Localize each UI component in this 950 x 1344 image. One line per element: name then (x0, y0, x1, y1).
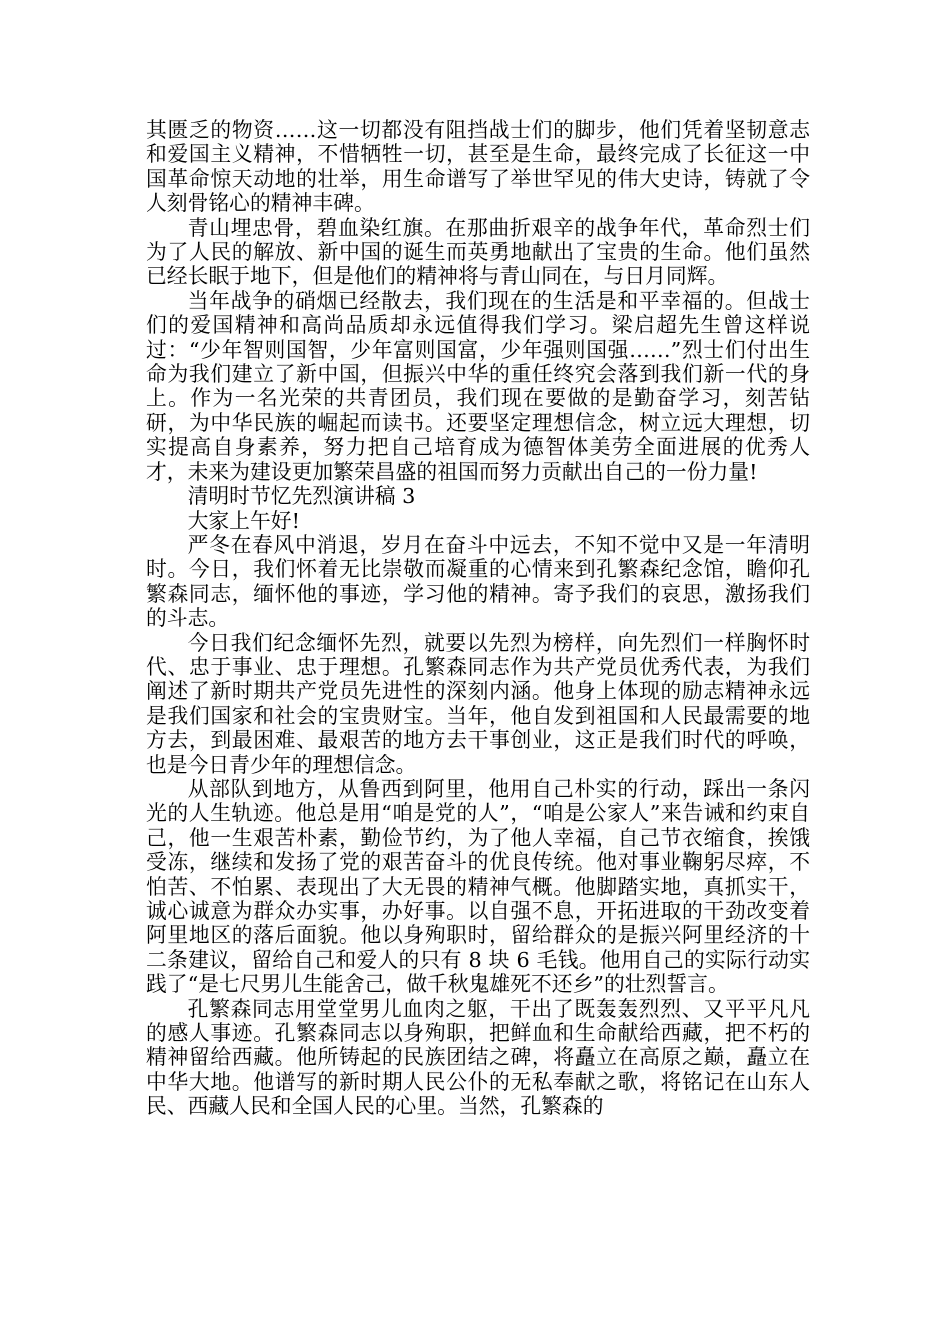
paragraph: 当年战争的硝烟已经散去，我们现在的生活是和平幸福的。但战士们的爱国精神和高尚品质却永远值得我们学习。梁启超先生曾这样说过：“少年智则国智，少年富则国富，少年强则国强……”烈士们付出生命为我们建立了新中国，但振兴中华的重任终究会落到我们新一代的身上。作为一名光荣的共青团员，我们现在要做的是勤奋学习，刻苦钻研，为中华民族的崛起而读书。还要坚定理想信念，树立远大理想，切实提高自身素养，努力把自己培育成为德智体美劳全面进展的优秀人才，未来为建设更加繁荣昌盛的祖国而努力贡献出自己的一份力量! (146, 288, 810, 484)
paragraph: 严冬在春风中消退，岁月在奋斗中远去，不知不觉中又是一年清明时。今日，我们怀着无比崇敬而凝重的心情来到孔繁森纪念馆，瞻仰孔繁森同志，缅怀他的事迹，学习他的精神。寄予我们的哀思，激扬我们的斗志。 (146, 532, 810, 631)
paragraph-continuation: 其匮乏的物资……这一切都没有阻挡战士们的脚步，他们凭着坚韧意志和爱国主义精神，不惜牺牲一切，甚至是生命，最终完成了长征这一中国革命惊天动地的壮举，用生命谱写了举世罕见的伟大史诗，铸就了令人刻骨铭心的精神丰碑。 (146, 118, 810, 216)
greeting: 大家上午好! (187, 508, 300, 533)
paragraph: 从部队到地方，从鲁西到阿里，他用自己朴实的行动，踩出一条闪光的人生轨迹。他总是用“咱是党的人”，“咱是公家人”来告诫和约束自己，他一生艰苦朴素，勤俭节约，为了他人幸福，自己节衣缩食，挨饿受冻，继续和发扬了党的艰苦奋斗的优良传统。他对事业鞠躬尽瘁，不怕苦、不怕累、表现出了大无畏的精神气概。他脚踏实地，真抓实干，诚心诚意为群众办实事，办好事。以自强不息，开拓进取的干劲改变着阿里地区的落后面貌。他以身殉职时，留给群众的是振兴阿里经济的十二条建议，留给自己和爱人的只有 8 块 6 毛钱。他用自己的实际行动实践了“是七尺男儿生能舍己，做千秋鬼雄死不还乡”的壮烈誓言。 (146, 776, 810, 997)
paragraph: 青山埋忠骨，碧血染红旗。在那曲折艰辛的战争年代，革命烈士们为了人民的解放、新中国的诞生而英勇地献出了宝贵的生命。他们虽然已经长眠于地下，但是他们的精神将与青山同在，与日月同辉。 (146, 215, 810, 289)
paragraph: 今日我们纪念缅怀先烈，就要以先烈为榜样，向先烈们一样胸怀时代、忠于事业、忠于理想。孔繁森同志作为共产党员优秀代表，为我们阐述了新时期共产党员先进性的深刻内涵。他身上体现的励志精神永远是我们国家和社会的宝贵财宝。当年，他自发到祖国和人民最需要的地方去，到最困难、最艰苦的地方去干事创业，这正是我们时代的呼唤，也是今日青少年的理想信念。 (146, 630, 810, 777)
paragraph: 孔繁森同志用堂堂男儿血肉之躯，干出了既轰轰烈烈、又平平凡凡的感人事迹。孔繁森同志以身殉职，把鲜血和生命献给西藏，把不朽的精神留给西藏。他所铸起的民族团结之碑，将矗立在高原之巅，矗立在中华大地。他谱写的新时期人民公仆的无私奉献之歌，将铭记在山东人民、西藏人民和全国人民的心里。当然，孔繁森的 (146, 996, 810, 1119)
section-title: 清明时节忆先烈演讲稿 3 (187, 484, 416, 509)
document-body (146, 118, 810, 1119)
